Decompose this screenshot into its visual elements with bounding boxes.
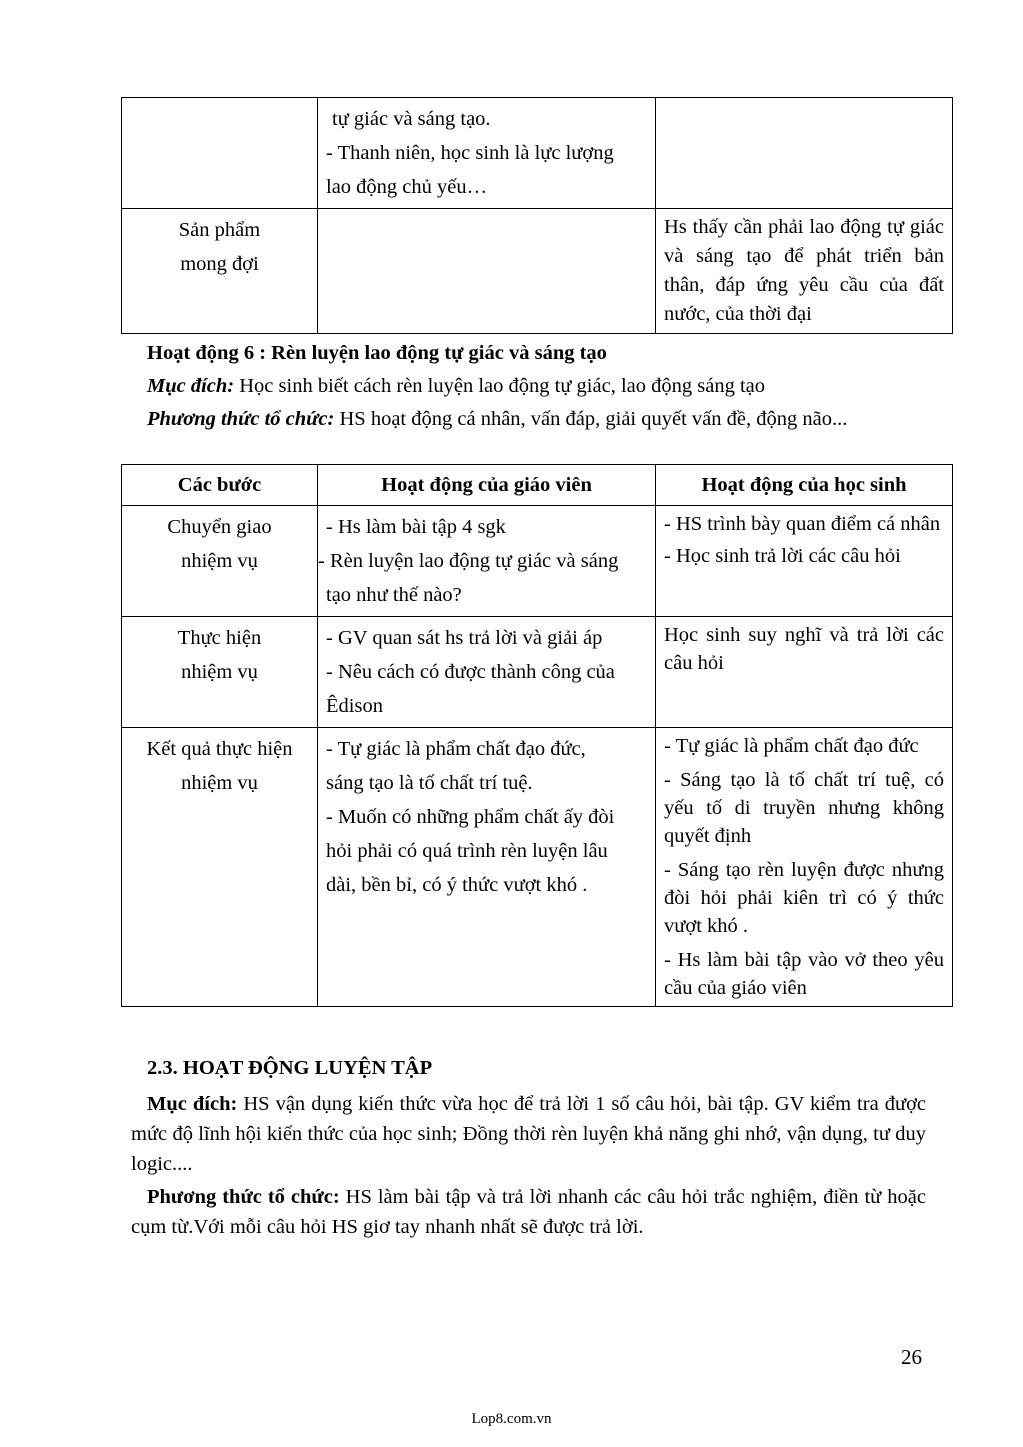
cell-line: hỏi phải có quá trình rèn luyện lâu (326, 840, 608, 862)
cell-line: tạo như thế nào? (326, 584, 462, 606)
table-cell-teacher (318, 617, 656, 728)
table-row (122, 617, 953, 728)
cell-line: sáng tạo là tố chất trí tuệ. (326, 772, 533, 794)
continuation-table (121, 97, 953, 334)
table-cell-step (122, 98, 318, 209)
cell-line: nhiệm vụ (181, 661, 258, 683)
table-cell-teacher (318, 728, 656, 1007)
purpose-text: HS vận dụng kiến thức vừa học để trả lời 1 số câu hỏi, bài tập. GV kiểm tra được mức độ lĩnh hội kiến thức của học sinh; Đồng thời rèn luyện khả năng ghi nhớ, vận dụng, tư duy logic.... (131, 1093, 927, 1175)
method-text: HS hoạt động cá nhân, vấn đáp, giải quyết vấn đề, động não... (334, 408, 848, 430)
method-label: Phương thức tổ chức: (147, 408, 335, 430)
cell-line: - Rèn luyện lao động tự giác và sáng (318, 550, 619, 572)
cell-line: - Hs làm bài tập 4 sgk (326, 516, 506, 538)
page-number: 26 (901, 1345, 922, 1369)
method-text: HS làm bài tập và trả lời nhanh các câu hỏi trắc nghiệm, điền từ hoặc cụm từ.Với mỗi câu hỏi HS giơ tay nhanh nhất sẽ được trả lời. (131, 1186, 926, 1238)
table-row (122, 209, 953, 334)
cell-line: nhiệm vụ (181, 550, 258, 572)
table-cell-step (122, 617, 318, 728)
cell-line: - HS trình bày quan điểm cá nhân (664, 513, 941, 535)
footer-watermark: Lop8.com.vn (471, 1411, 552, 1427)
table-row (122, 506, 953, 617)
table-cell-student (656, 617, 953, 728)
purpose-label: Mục đích: (147, 375, 235, 397)
column-header: Hoạt động của học sinh (656, 465, 953, 506)
purpose-text: Học sinh biết cách rèn luyện lao động tự giác, lao động sáng tạo (234, 375, 765, 397)
section-purpose (131, 1089, 926, 1179)
table-cell-student: Hs thấy cần phải lao động tự giác và sáng tạo để phát triển bản thân, đáp ứng yêu cầu của đất nước, của thời đại (656, 209, 953, 334)
table-cell-teacher (318, 209, 656, 334)
cell-line: - Học sinh trả lời các câu hỏi (664, 545, 901, 567)
table-cell-student (656, 728, 953, 1007)
activity-title: Hoạt động 6 : Rèn luyện lao động tự giác và sáng tạo (147, 342, 607, 364)
section-title: 2.3. HOẠT ĐỘNG LUYỆN TẬP (147, 1057, 433, 1079)
cell-line: lao động chủ yếu… (326, 176, 488, 198)
table-row (122, 728, 953, 1007)
cell-line: Kết quả thực hiện (146, 738, 293, 760)
cell-line: Chuyển giao (167, 516, 272, 538)
method-label: Phương thức tổ chức: (147, 1186, 340, 1208)
table-cell-step (122, 728, 318, 1007)
cell-line: nhiệm vụ (181, 772, 258, 794)
purpose-label: Mục đích: (147, 1093, 238, 1115)
cell-line: Êdison (326, 695, 383, 717)
cell-line: Thực hiện (177, 627, 262, 649)
column-header: Hoạt động của giáo viên (318, 465, 656, 506)
cell-line: - Sáng tạo là tố chất trí tuệ, có yếu tố di truyền nhưng không quyết định (664, 769, 944, 847)
table-cell-student (656, 506, 953, 617)
table-cell-step (122, 209, 318, 334)
activity-table (121, 464, 953, 1007)
cell-line: - Hs làm bài tập vào vở theo yêu cầu của giáo viên (664, 949, 944, 999)
section-method (131, 1182, 926, 1242)
activity-method (147, 405, 927, 434)
cell-line: - Tự giác là phẩm chất đạo đức, (326, 738, 586, 760)
table-cell-step (122, 506, 318, 617)
table-row (122, 98, 953, 209)
cell-line: Sản phẩm (178, 219, 261, 241)
cell-line: Học sinh suy nghĩ và trả lời các câu hỏi (664, 624, 944, 674)
cell-line: dài, bền bỉ, có ý thức vượt khó . (326, 874, 588, 896)
table-cell-teacher (318, 506, 656, 617)
cell-line: - Tự giác là phẩm chất đạo đức (664, 735, 919, 757)
table-cell-student (656, 98, 953, 209)
cell-line: - Muốn có những phẩm chất ấy đòi (326, 806, 615, 828)
activity-purpose (147, 373, 927, 400)
cell-line: tự giác và sáng tạo. (332, 108, 491, 130)
column-header: Các bước (122, 465, 318, 506)
cell-line: - Nêu cách có được thành công của (326, 661, 615, 683)
cell-line: - Thanh niên, học sinh là lực lượng (326, 142, 614, 164)
cell-line: - Sáng tạo rèn luyện được nhưng đòi hỏi phải kiên trì có ý thức vượt khó . (664, 859, 944, 937)
table-cell-teacher (318, 98, 656, 209)
table-header-row (122, 465, 953, 506)
cell-line: - GV quan sát hs trả lời và giải áp (326, 627, 603, 649)
cell-line: mong đợi (180, 253, 259, 275)
